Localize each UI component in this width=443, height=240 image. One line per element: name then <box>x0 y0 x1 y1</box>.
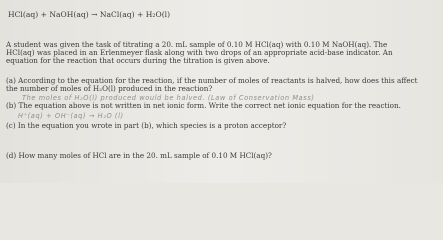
question-a-line-1: (a) According to the equation for the reaction, if the number of moles of reactants is halved, how does this affect <box>6 76 418 85</box>
handwritten-answer-a: The moles of H₂O(l) produced would be halved. (Law of Conservation Mass) <box>22 94 315 102</box>
question-b: (b) The equation above is not written in net ionic form. Write the correct net ionic equation for the reaction. <box>6 101 401 110</box>
reaction-equation: HCl(aq) + NaOH(aq) → NaCl(aq) + H₂O(l) <box>8 10 171 19</box>
intro-line-3: equation for the reaction that occurs during the titration is given above. <box>6 56 270 65</box>
question-a-line-2: the number of moles of H₂O(l) produced in the reaction? <box>6 84 213 93</box>
handwritten-answer-b: H⁺(aq) + OH⁻(aq) → H₂O (l) <box>18 112 124 120</box>
intro-line-1: A student was given the task of titrating a 20. mL sample of 0.10 M HCl(aq) with 0.10 M NaOH(aq). The <box>6 40 388 49</box>
intro-line-2: HCl(aq) was placed in an Erlenmeyer flask along with two drops of an appropriate acid-base indicator. An <box>6 48 393 57</box>
question-d: (d) How many moles of HCl are in the 20. mL sample of 0.10 M HCl(aq)? <box>6 151 272 160</box>
question-c: (c) In the equation you wrote in part (b), which species is a proton acceptor? <box>6 121 287 130</box>
